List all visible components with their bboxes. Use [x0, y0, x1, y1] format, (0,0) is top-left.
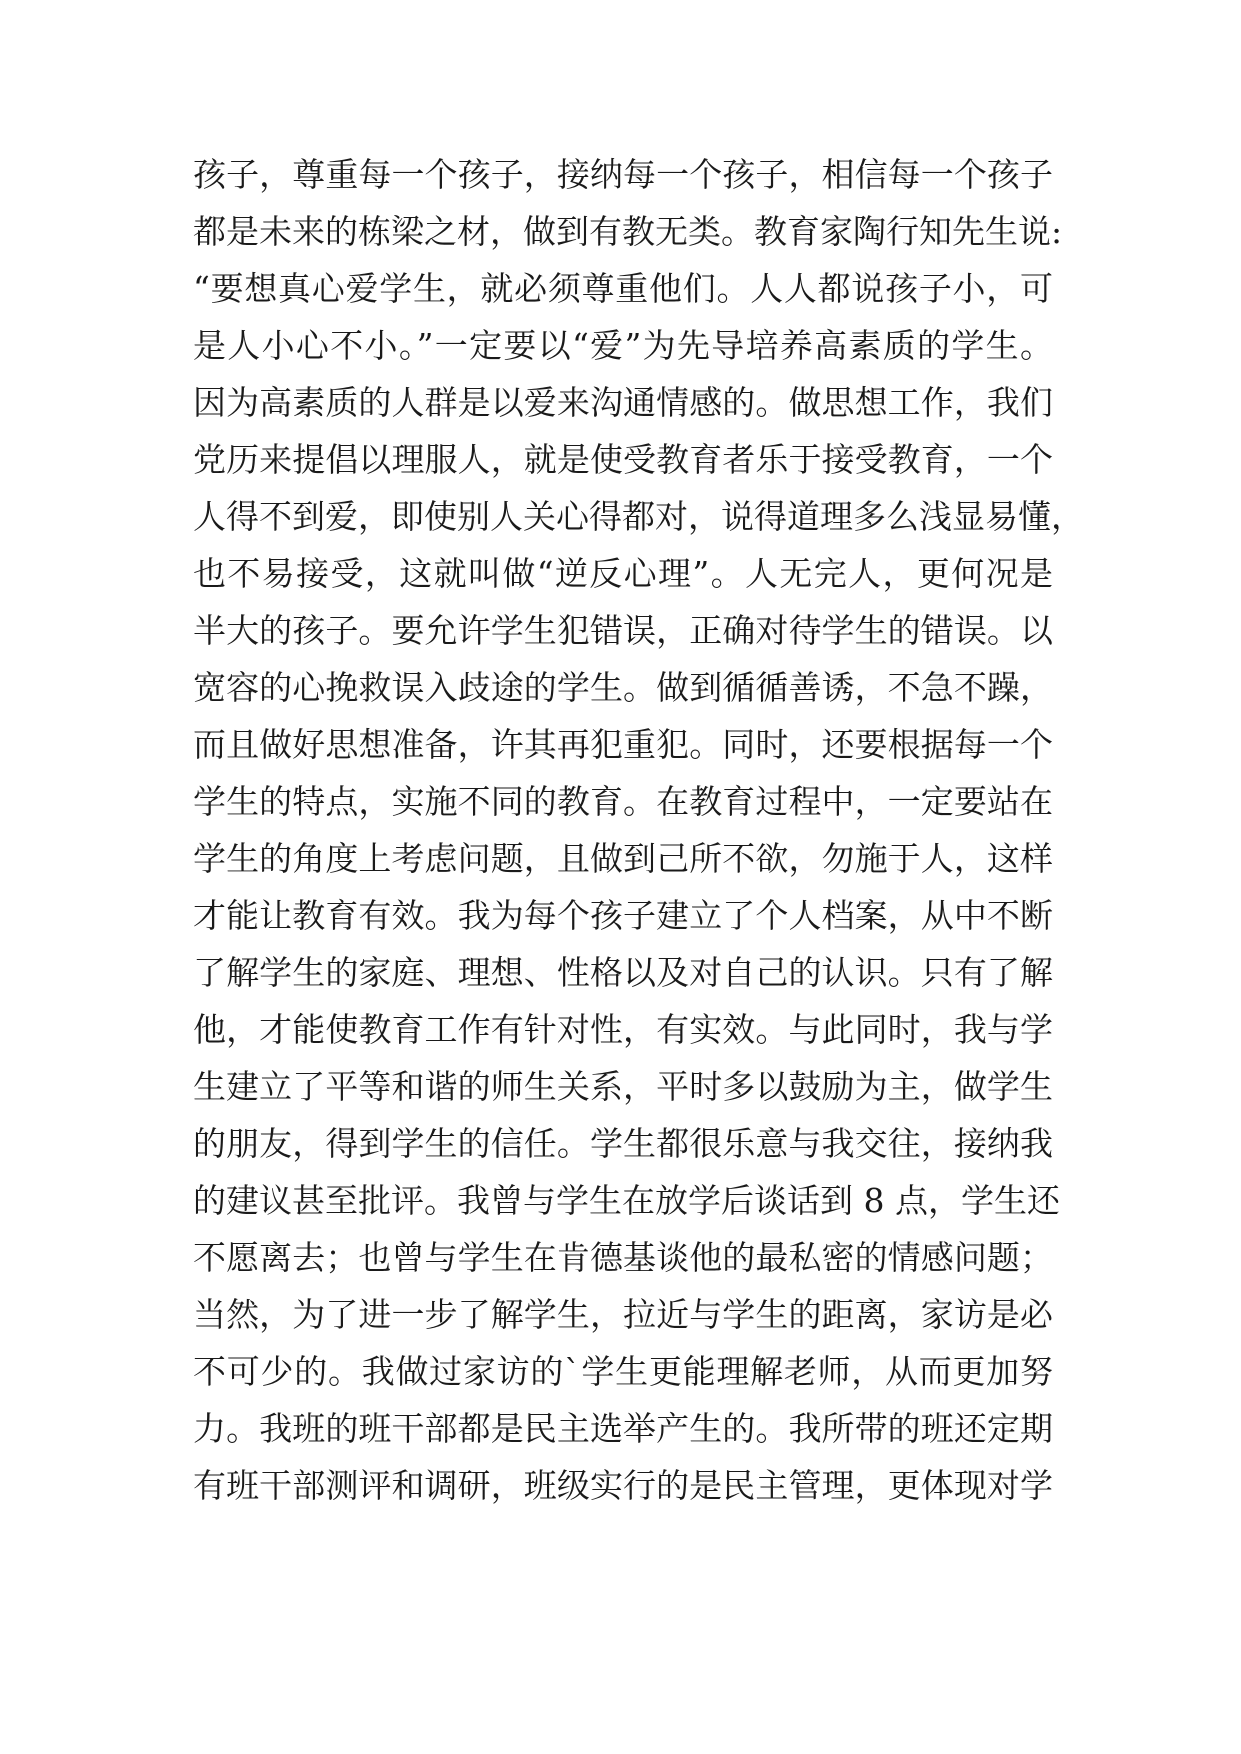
text-line: 的建议甚至批评。我曾与学生在放学后谈话到 8 点，学生还	[193, 1181, 1060, 1220]
text-line: 生建立了平等和谐的师生关系，平时多以鼓励为主，做学生	[193, 1067, 1053, 1106]
text-line: 了解学生的家庭、理想、性格以及对自己的认识。只有了解	[193, 953, 1053, 992]
text-line: 半大的孩子。要允许学生犯错误，正确对待学生的错误。以	[193, 611, 1053, 650]
text-line: 学生的特点，实施不同的教育。在教育过程中，一定要站在	[193, 782, 1053, 821]
text-line: 不愿离去；也曾与学生在肯德基谈他的最私密的情感问题；	[193, 1238, 1053, 1277]
text-line: 因为高素质的人群是以爱来沟通情感的。做思想工作，我们	[193, 383, 1053, 422]
text-line: 有班干部测评和调研，班级实行的是民主管理，更体现对学	[193, 1466, 1053, 1505]
text-line: 不可少的。我做过家访的`学生更能理解老师，从而更加努	[193, 1352, 1053, 1391]
text-line: 当然，为了进一步了解学生，拉近与学生的距离，家访是必	[193, 1295, 1053, 1334]
text-line: 才能让教育有效。我为每个孩子建立了个人档案，从中不断	[193, 896, 1053, 935]
text-line: 是人小心不小。”一定要以“爱”为先导培养高素质的学生。	[193, 326, 1053, 365]
text-line: 也不易接受，这就叫做“逆反心理”。人无完人，更何况是	[193, 554, 1053, 593]
text-line: 党历来提倡以理服人，就是使受教育者乐于接受教育，一个	[193, 440, 1053, 479]
text-line: 力。我班的班干部都是民主选举产生的。我所带的班还定期	[193, 1409, 1053, 1448]
text-line: 的朋友，得到学生的信任。学生都很乐意与我交往，接纳我	[193, 1124, 1053, 1163]
text-line: “要想真心爱学生，就必须尊重他们。人人都说孩子小，可	[193, 269, 1053, 308]
text-line: 孩子，尊重每一个孩子，接纳每一个孩子，相信每一个孩子	[193, 155, 1053, 194]
text-line: 人得不到爱，即使别人关心得都对，说得道理多么浅显易懂，	[193, 497, 1084, 536]
text-line: 宽容的心挽救误入歧途的学生。做到循循善诱，不急不躁，	[193, 668, 1053, 707]
text-line: 他，才能使教育工作有针对性，有实效。与此同时，我与学	[193, 1010, 1053, 1049]
body-text	[193, 146, 1084, 1514]
text-line: 都是未来的栋梁之材，做到有教无类。教育家陶行知先生说:	[193, 212, 1063, 251]
text-line: 学生的角度上考虑问题，且做到己所不欲，勿施于人，这样	[193, 839, 1053, 878]
text-line: 而且做好思想准备，许其再犯重犯。同时，还要根据每一个	[193, 725, 1053, 764]
